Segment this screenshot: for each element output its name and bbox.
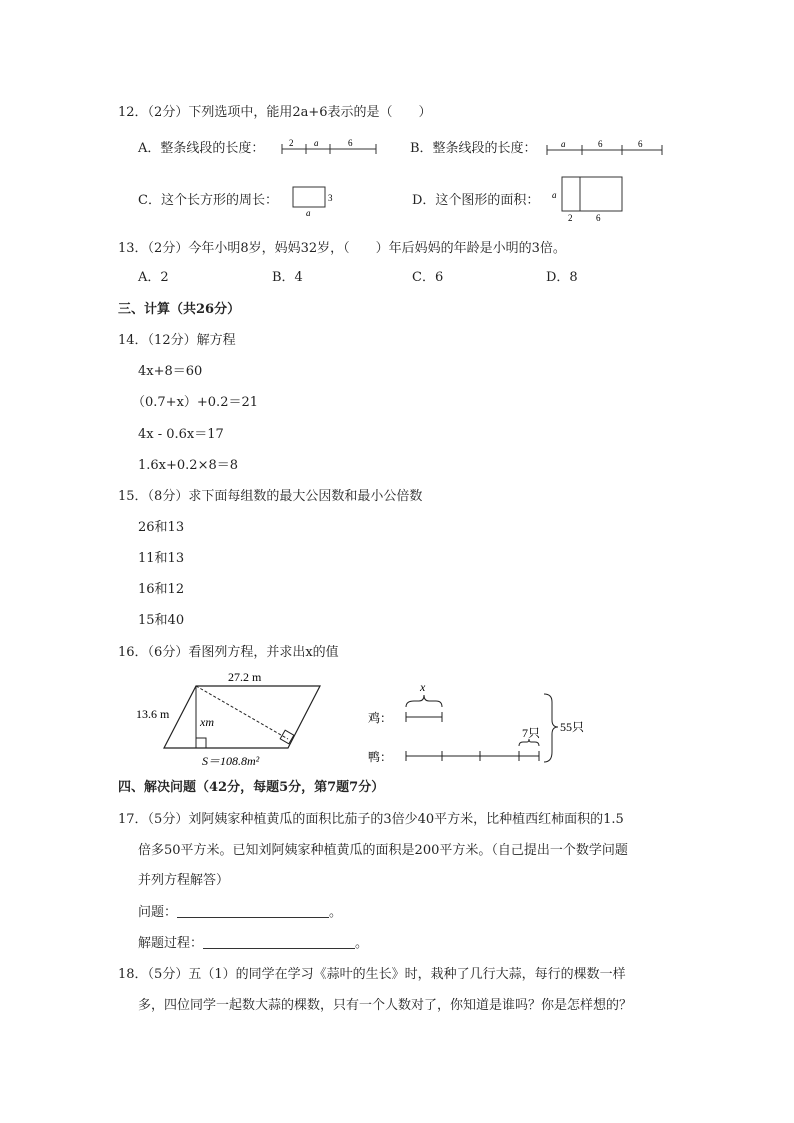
q17-question-row: [138, 905, 342, 921]
q16-para-height: xm: [200, 715, 214, 729]
q12-a-seg-1: 2: [289, 138, 294, 148]
q14-equation-3: 4x - 0.6x＝17: [138, 427, 224, 442]
q14-equation-2: （0.7+x）+0.2＝21: [132, 395, 259, 410]
q17-solution-row: [138, 936, 368, 952]
q12-c-bottom: a: [306, 208, 311, 218]
q16-parallelogram-figure: [136, 668, 332, 772]
q16-chicken-label: 鸡：: [368, 711, 393, 725]
q12-a-seg-3: 6: [348, 138, 353, 148]
q13-option-a: A．2: [138, 270, 169, 285]
q15-item-4: 15和40: [138, 613, 185, 628]
q17-line-2: 倍多50平方米。已知刘阿姨家种植黄瓜的面积是200平方米。（自己提出一个数学问题: [138, 843, 628, 858]
q12-d-rectangle-figure: [548, 174, 626, 224]
q12-b-seg-2: 6: [598, 139, 603, 149]
q13-option-d: D．8: [546, 270, 578, 285]
q15-stem: 15．（8分）求下面每组数的最大公因数和最小公倍数: [118, 489, 423, 504]
q12-b-seg-1: a: [561, 139, 566, 149]
q13-option-b: B．4: [272, 270, 303, 285]
q12-c-rectangle-figure: [290, 184, 338, 218]
q17-solution-label: 解题过程：: [138, 936, 204, 951]
q16-total-label: 55只: [560, 720, 585, 734]
q12-d-side: a: [552, 190, 557, 200]
q12-option-b: B．整条线段的长度：: [410, 141, 537, 156]
q17-line-3: 并列方程解答）: [138, 873, 230, 888]
q12-b-seg-3: 6: [638, 139, 643, 149]
q12-b-segment-figure: [544, 136, 666, 158]
q16-x-label: x: [420, 680, 426, 694]
q14-stem: 14．（12分）解方程: [118, 333, 236, 348]
q16-stem: 16．（6分）看图列方程，并求出x的值: [118, 645, 339, 660]
q18-line-1: 18．（5分）五（1）的同学在学习《蒜叶的生长》时，栽种了几行大蒜，每行的棵数一样: [118, 967, 626, 982]
q12-option-d: D．这个图形的面积：: [412, 193, 540, 208]
q16-extra-label: 7只: [522, 726, 541, 740]
q12-d-b2: 6: [596, 213, 601, 223]
q18-line-2: 多，四位同学一起数大蒜的棵数，只有一个人数对了，你知道是谁吗？你是怎样想的？: [138, 998, 633, 1013]
q12-a-seg-2: a: [314, 138, 319, 148]
q12-stem: 12．（2分）下列选项中，能用2a+6表示的是（ ）: [118, 105, 432, 120]
q12-d-b1: 2: [568, 213, 573, 223]
q13-stem: 13．（2分）今年小明8岁，妈妈32岁，（ ）年后妈妈的年龄是小明的3倍。: [118, 241, 566, 256]
q17-question-blank[interactable]: [177, 905, 329, 918]
q17-question-end: 。: [329, 905, 343, 920]
q15-item-1: 26和13: [138, 520, 185, 535]
q12-option-a: A．整条线段的长度：: [138, 141, 265, 156]
q12-option-c: C．这个长方形的周长：: [138, 193, 278, 208]
q14-equation-1: 4x+8＝60: [138, 364, 203, 379]
q16-para-top: 27.2 m: [228, 670, 262, 684]
q15-item-3: 16和12: [138, 582, 185, 597]
q17-solution-end: 。: [355, 936, 369, 951]
q16-duck-label: 鸭：: [368, 750, 393, 764]
q16-para-area: S＝108.8m²: [202, 754, 260, 768]
q15-item-2: 11和13: [138, 551, 185, 566]
section-3-heading: 三、计算（共26分）: [118, 302, 241, 317]
q16-para-left: 13.6 m: [136, 707, 170, 721]
q17-solution-blank[interactable]: [203, 936, 355, 949]
q14-equation-4: 1.6x+0.2×8＝8: [138, 458, 239, 473]
q16-bird-line-figure: [364, 680, 600, 770]
q12-a-segment-figure: [278, 134, 380, 158]
q13-option-c: C．6: [412, 270, 444, 285]
q12-c-side: 3: [328, 193, 333, 203]
section-4-heading: 四、解决问题（42分，每题5分，第7题7分）: [118, 780, 385, 795]
q17-question-label: 问题：: [138, 905, 178, 920]
q17-line-1: 17．（5分）刘阿姨家种植黄瓜的面积比茄子的3倍少40平方米，比种植西红柿面积的1.5: [118, 812, 624, 827]
